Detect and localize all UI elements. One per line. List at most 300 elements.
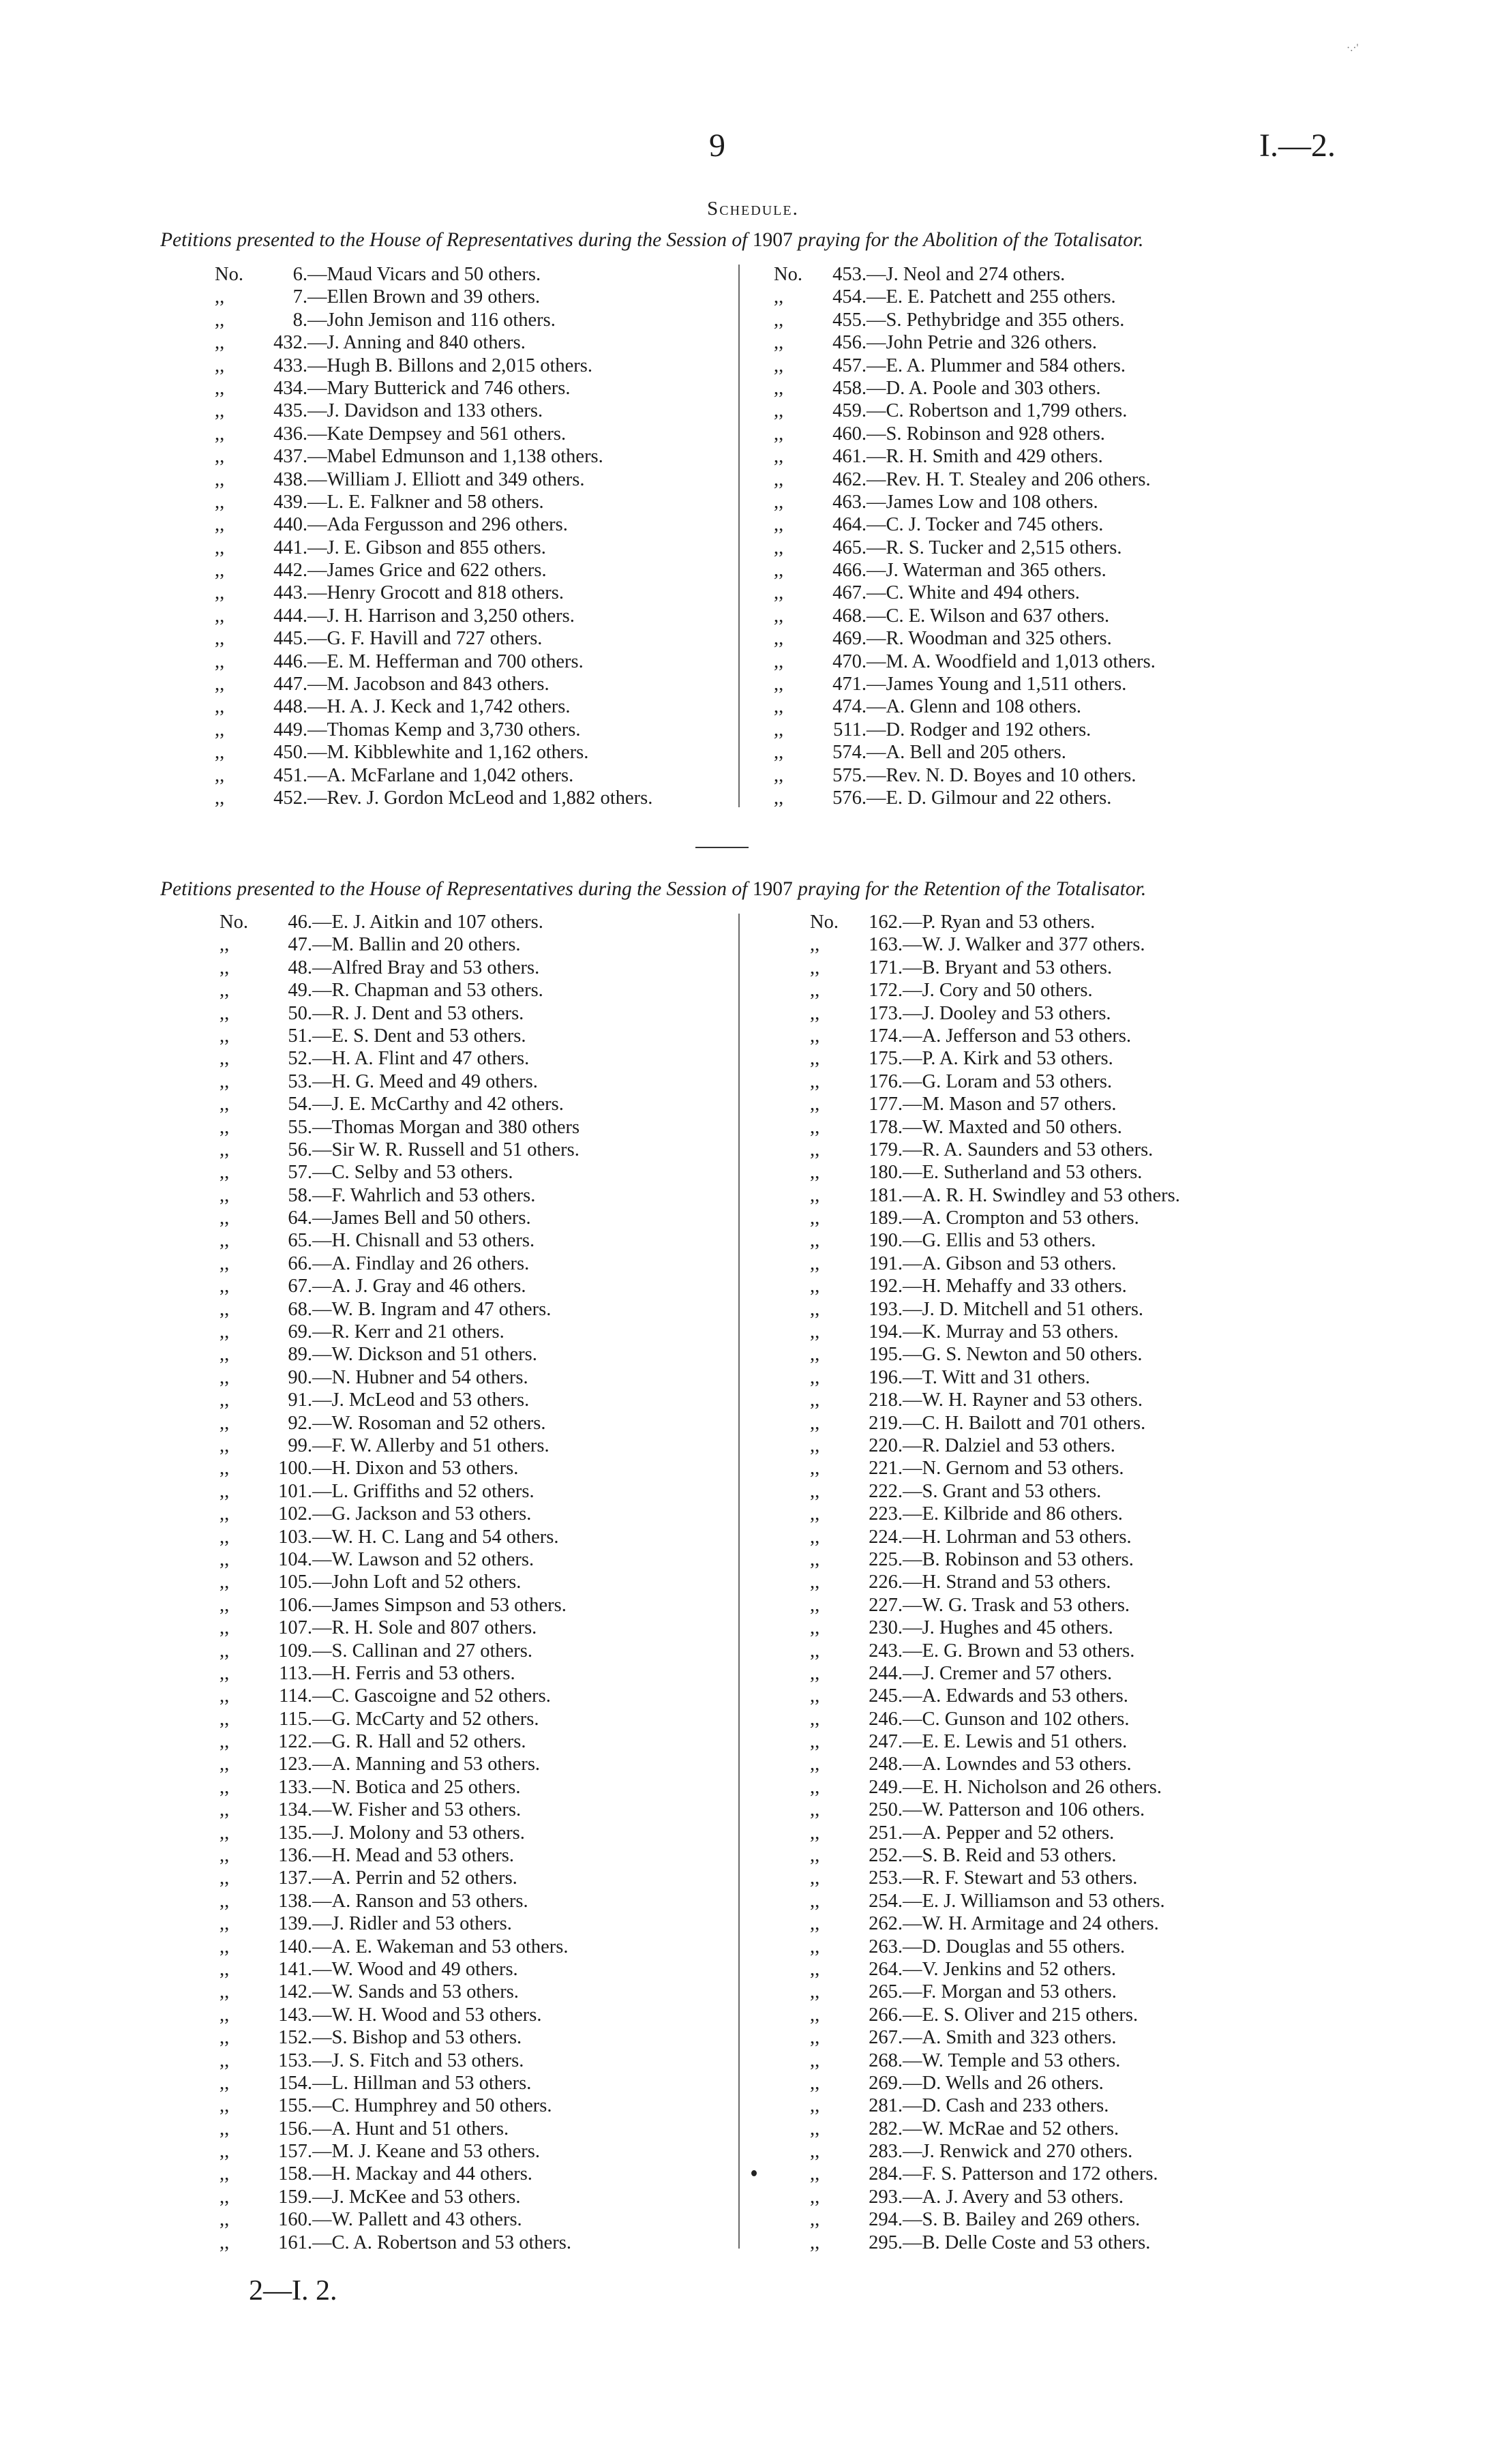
petition-entry xyxy=(215,605,652,627)
petition-number: 442. xyxy=(273,560,307,582)
petitioner-text: —G. R. Hall and 52 others. xyxy=(312,1731,526,1753)
petition-entry xyxy=(215,627,652,650)
petitioner-text: —S. Pethybridge and 355 others. xyxy=(867,309,1125,331)
entry-marker: ,, xyxy=(810,2163,820,2185)
petitioner-text: —E. G. Brown and 53 others. xyxy=(903,1640,1135,1662)
petition-entry xyxy=(810,1753,1180,1775)
petition-number: 269. xyxy=(869,2072,903,2094)
petition-number: 194. xyxy=(869,1321,903,1343)
petition-entry xyxy=(810,1093,1180,1115)
petition-number: 178. xyxy=(869,1116,903,1138)
petitioner-text: —W. Lawson and 52 others. xyxy=(312,1548,534,1570)
entry-marker: ,, xyxy=(215,628,225,650)
petitioner-text: —W. Fisher and 53 others. xyxy=(312,1799,522,1821)
petitioner-text: —H. G. Meed and 49 others. xyxy=(312,1070,538,1092)
petition-entry xyxy=(220,1548,579,1571)
petition-entry xyxy=(220,2004,579,2026)
entry-marker: ,, xyxy=(774,764,784,786)
entry-marker: ,, xyxy=(774,446,784,468)
entry-marker: ,, xyxy=(220,1799,230,1821)
entry-marker: ,, xyxy=(220,1412,230,1434)
petitioner-text: —J. Ridler and 53 others. xyxy=(312,1913,512,1935)
petition-entry xyxy=(810,1867,1180,1889)
petition-entry xyxy=(220,1207,579,1229)
petition-number: 115. xyxy=(279,1708,312,1730)
petition-number: 158. xyxy=(278,2163,312,2185)
entry-marker: ,, xyxy=(774,400,784,422)
petitioner-text: —J. H. Harrison and 3,250 others. xyxy=(307,605,575,627)
petition-entry xyxy=(774,719,1156,741)
petitioner-text: —D. A. Poole and 303 others. xyxy=(867,377,1101,399)
petition-number: 46. xyxy=(288,912,312,933)
petitioner-text: —E. Sutherland and 53 others. xyxy=(903,1162,1143,1184)
petition-entry xyxy=(810,1047,1180,1070)
entry-marker: ,, xyxy=(810,1662,820,1684)
petition-number: 114. xyxy=(279,1685,312,1707)
petitioner-text: —M. J. Keane and 53 others. xyxy=(312,2141,541,2163)
petitioner-text: —W. McRae and 52 others. xyxy=(903,2118,1119,2139)
petition-number: 196. xyxy=(869,1366,903,1388)
petition-entry xyxy=(220,1161,579,1184)
petition-entry xyxy=(215,741,652,764)
petition-entry xyxy=(810,1685,1180,1707)
petitioner-text: —L. E. Falkner and 58 others. xyxy=(307,491,544,513)
petitioner-text: —H. A. J. Keck and 1,742 others. xyxy=(307,696,571,718)
petition-entry xyxy=(220,1594,579,1617)
petition-entry xyxy=(774,377,1156,400)
petition-number: 109. xyxy=(278,1640,312,1662)
petition-number: 248. xyxy=(869,1754,903,1775)
entry-marker: ,, xyxy=(220,1070,230,1092)
entry-marker: ,, xyxy=(215,423,225,445)
petition-entry xyxy=(220,2140,579,2163)
petition-number: 133. xyxy=(278,1776,312,1798)
entry-marker: ,, xyxy=(810,1025,820,1047)
petition-entry xyxy=(220,1275,579,1297)
petitioner-text: —P. Ryan and 53 others. xyxy=(903,912,1096,933)
entry-marker: ,, xyxy=(215,355,225,376)
petitioner-text: —G. Ellis and 53 others. xyxy=(903,1230,1096,1252)
petition-entry xyxy=(810,1890,1180,1912)
entry-marker: ,, xyxy=(810,1799,820,1821)
petition-entry xyxy=(220,1002,579,1025)
entry-marker: ,, xyxy=(220,2095,230,2117)
petition-number: 263. xyxy=(869,1936,903,1957)
petition-entry xyxy=(215,559,652,582)
petition-entry xyxy=(810,1912,1180,1935)
entry-marker: ,, xyxy=(220,1640,230,1662)
petitioner-text: —A. Crompton and 53 others. xyxy=(903,1207,1139,1229)
petition-number: 104. xyxy=(278,1548,312,1570)
petition-number: 162. xyxy=(869,912,903,933)
petition-entry xyxy=(810,1662,1180,1685)
petitioner-text: —James Low and 108 others. xyxy=(867,491,1098,513)
petitioner-text: —E. S. Dent and 53 others. xyxy=(312,1025,526,1047)
entry-marker: ,, xyxy=(220,1230,230,1252)
petitioner-text: —H. Chisnall and 53 others. xyxy=(312,1230,535,1252)
entry-marker: ,, xyxy=(215,286,225,308)
petitioner-text: —C. White and 494 others. xyxy=(867,582,1080,604)
petitioner-text: —J. Neol and 274 others. xyxy=(867,264,1066,285)
petition-entry xyxy=(810,1184,1180,1207)
petition-entry xyxy=(215,673,652,695)
petitioner-text: —C. H. Bailott and 701 others. xyxy=(903,1412,1146,1434)
petition-entry xyxy=(810,1116,1180,1139)
petition-number: 450. xyxy=(273,742,307,764)
petition-number: 434. xyxy=(273,377,307,399)
entry-marker: ,, xyxy=(810,1276,820,1297)
entry-marker: ,, xyxy=(810,1434,820,1456)
petition-entry xyxy=(220,1229,579,1252)
entry-marker: ,, xyxy=(810,957,820,978)
petition-entry xyxy=(220,1412,579,1434)
petitioner-text: —D. Cash and 233 others. xyxy=(903,2095,1109,2117)
entry-marker: ,, xyxy=(810,1116,820,1138)
entry-marker: ,, xyxy=(810,2072,820,2094)
entry-marker: ,, xyxy=(215,696,225,718)
petitioner-text: —J. Hughes and 45 others. xyxy=(903,1617,1113,1639)
petition-number: 250. xyxy=(869,1799,903,1821)
petition-entry xyxy=(810,1298,1180,1321)
petition-number: 247. xyxy=(869,1731,903,1753)
petition-number: 92. xyxy=(288,1412,312,1434)
petition-entry xyxy=(220,1116,579,1139)
petitioner-text: —W. H. Wood and 53 others. xyxy=(312,2004,542,2026)
petition-entry xyxy=(220,1047,579,1070)
entry-marker: ,, xyxy=(220,1162,230,1184)
entry-marker: ,, xyxy=(810,1366,820,1388)
footer-signature: 2—I. 2. xyxy=(249,2275,337,2307)
petitioner-text: —W. Patterson and 106 others. xyxy=(903,1799,1145,1821)
petitioner-text: —James Bell and 50 others. xyxy=(312,1207,531,1229)
entry-marker: ,, xyxy=(220,1116,230,1138)
petition-entry xyxy=(220,911,579,933)
petitioner-text: —J. Anning and 840 others. xyxy=(307,332,526,354)
petition-number: 69. xyxy=(288,1321,312,1343)
petition-number: 220. xyxy=(869,1434,903,1456)
entry-marker: ,, xyxy=(215,491,225,513)
petitioner-text: —D. Douglas and 55 others. xyxy=(903,1936,1126,1957)
petition-number: 181. xyxy=(869,1184,903,1206)
petition-entry xyxy=(774,627,1156,650)
petitioner-text: —Hugh B. Billons and 2,015 others. xyxy=(307,355,592,376)
petition-number: 175. xyxy=(869,1048,903,1070)
petition-entry xyxy=(220,1526,579,1548)
petition-entry xyxy=(220,1025,579,1047)
petition-number: 574. xyxy=(832,742,867,764)
petition-entry xyxy=(220,1890,579,1912)
entry-marker: ,, xyxy=(810,1936,820,1957)
petitioner-text: —C. J. Tocker and 745 others. xyxy=(867,514,1104,536)
entry-marker: ,, xyxy=(810,934,820,956)
entry-marker: ,, xyxy=(215,582,225,604)
petition-entry xyxy=(810,1480,1180,1503)
petition-number: 465. xyxy=(832,537,867,558)
entry-marker: ,, xyxy=(220,1434,230,1456)
petition-entry xyxy=(220,1708,579,1730)
petition-entry xyxy=(220,2163,579,2185)
petitioner-text: —M. A. Woodfield and 1,013 others. xyxy=(867,650,1156,672)
petition-number: 284. xyxy=(869,2163,903,2185)
petition-entry xyxy=(810,979,1180,1002)
petition-number: 135. xyxy=(278,1822,312,1844)
petition-entry xyxy=(215,286,652,308)
petition-number: 99. xyxy=(288,1434,312,1456)
petition-number: 47. xyxy=(288,934,312,956)
petition-number: 172. xyxy=(869,980,903,1002)
petition-entry xyxy=(810,1207,1180,1229)
entry-marker: ,, xyxy=(215,742,225,764)
entry-marker: ,, xyxy=(220,1958,230,1980)
entry-marker: ,, xyxy=(810,1685,820,1707)
petition-number: 432. xyxy=(273,332,307,354)
entry-marker: ,, xyxy=(810,2027,820,2049)
petitioner-text: —F. W. Allerby and 51 others. xyxy=(312,1434,549,1456)
petition-number: 8. xyxy=(292,309,307,331)
entry-marker: ,, xyxy=(220,1731,230,1753)
petitioner-text: —H. Strand and 53 others. xyxy=(903,1572,1111,1593)
petition-entry xyxy=(220,1298,579,1321)
entry-marker: ,, xyxy=(220,1685,230,1707)
petition-entry xyxy=(215,355,652,377)
petition-number: 262. xyxy=(869,1913,903,1935)
entry-marker: ,, xyxy=(220,2027,230,2049)
petition-number: 463. xyxy=(832,491,867,513)
petition-number: 460. xyxy=(832,423,867,445)
petition-entry xyxy=(774,673,1156,695)
petition-entry xyxy=(810,1025,1180,1047)
petition-number: 156. xyxy=(278,2118,312,2139)
petition-number: 89. xyxy=(288,1344,312,1366)
entry-marker: ,, xyxy=(810,1252,820,1274)
entry-marker: ,, xyxy=(220,1708,230,1730)
petition-entry xyxy=(774,491,1156,513)
petitioner-text: —S. Bishop and 53 others. xyxy=(312,2027,522,2049)
petition-entry xyxy=(220,957,579,979)
petition-entry xyxy=(774,309,1156,331)
petition-entry xyxy=(215,423,652,445)
entry-marker: ,, xyxy=(810,1890,820,1912)
petitioner-text: —W. G. Trask and 53 others. xyxy=(903,1594,1130,1616)
entry-marker: ,, xyxy=(220,1207,230,1229)
petition-entry xyxy=(215,719,652,741)
entry-marker: ,, xyxy=(215,446,225,468)
petitioner-text: —A. J. Gray and 46 others. xyxy=(312,1276,526,1297)
entry-marker: ,, xyxy=(810,1548,820,1570)
petition-entry xyxy=(220,2049,579,2072)
petition-number: 435. xyxy=(273,400,307,422)
petitioner-text: —Rev. H. T. Stealey and 206 others. xyxy=(867,468,1151,490)
petition-entry xyxy=(774,355,1156,377)
petitioner-text: —E. M. Hefferman and 700 others. xyxy=(307,650,584,672)
petition-entry xyxy=(220,1321,579,1343)
petition-number: 52. xyxy=(288,1048,312,1070)
petition-number: 123. xyxy=(278,1754,312,1775)
retention-title-tail: praying for the Retention of the Totalisator. xyxy=(792,878,1147,900)
petition-number: 107. xyxy=(278,1617,312,1639)
abolition-title-tail: praying for the Abolition of the Totalisator. xyxy=(792,229,1144,251)
petition-entry xyxy=(774,695,1156,718)
petition-entry xyxy=(810,1139,1180,1161)
petition-entry xyxy=(215,582,652,604)
entry-marker: ,, xyxy=(774,514,784,536)
entry-marker: ,, xyxy=(774,560,784,582)
entry-marker: ,, xyxy=(810,1845,820,1867)
entry-marker: ,, xyxy=(215,309,225,331)
entry-marker: ,, xyxy=(220,1776,230,1798)
entry-marker: ,, xyxy=(810,1708,820,1730)
petition-entry xyxy=(810,1252,1180,1275)
petitioner-text: —W. H. Rayner and 53 others. xyxy=(903,1389,1143,1411)
petition-entry xyxy=(220,1366,579,1389)
petitioner-text: —S. B. Bailey and 269 others. xyxy=(903,2209,1141,2231)
petition-number: 466. xyxy=(832,560,867,582)
entry-marker: ,, xyxy=(215,514,225,536)
petition-entry xyxy=(220,933,579,956)
petition-number: 171. xyxy=(869,957,903,978)
entry-marker: ,, xyxy=(774,719,784,740)
entry-marker: ,, xyxy=(810,1867,820,1889)
margin-specks: ·.·' xyxy=(1346,42,1359,54)
petitioner-text: —A. Gibson and 53 others. xyxy=(903,1252,1117,1274)
petitioner-text: —P. A. Kirk and 53 others. xyxy=(903,1048,1113,1070)
petition-entry xyxy=(810,2232,1180,2254)
entry-marker: ,, xyxy=(810,1002,820,1024)
petitioner-text: —Ellen Brown and 39 others. xyxy=(307,286,541,308)
entry-marker: ,, xyxy=(220,1890,230,1912)
petition-entry xyxy=(215,537,652,559)
petition-number: 192. xyxy=(869,1276,903,1297)
petition-number: 226. xyxy=(869,1572,903,1593)
petition-number: 139. xyxy=(278,1913,312,1935)
petition-entry xyxy=(810,1389,1180,1411)
petition-number: 458. xyxy=(832,377,867,399)
petition-entry xyxy=(810,2186,1180,2208)
petition-entry xyxy=(220,1503,579,1525)
petition-number: 445. xyxy=(273,628,307,650)
petition-number: 253. xyxy=(869,1867,903,1889)
petition-entry xyxy=(810,1343,1180,1366)
petition-entry xyxy=(810,933,1180,956)
entry-marker: ,, xyxy=(810,1822,820,1844)
entry-marker: ,, xyxy=(220,2209,230,2231)
petitioner-text: —W. Maxted and 50 others. xyxy=(903,1116,1122,1138)
entry-marker: ,, xyxy=(215,560,225,582)
petition-entry xyxy=(220,2094,579,2117)
petition-number: 154. xyxy=(278,2072,312,2094)
petition-number: 455. xyxy=(832,309,867,331)
petition-entry xyxy=(220,1753,579,1775)
petitioner-text: —R. F. Stewart and 53 others. xyxy=(903,1867,1138,1889)
entry-marker: ,, xyxy=(810,2004,820,2026)
petition-entry xyxy=(810,1412,1180,1434)
petitioner-text: —R. H. Sole and 807 others. xyxy=(312,1617,537,1639)
petitioner-text: —J. McKee and 53 others. xyxy=(312,2186,521,2208)
petition-number: 295. xyxy=(869,2232,903,2253)
entry-marker: ,, xyxy=(810,1572,820,1593)
petitioner-text: —W. J. Walker and 377 others. xyxy=(903,934,1145,956)
petition-number: 441. xyxy=(273,537,307,558)
petition-entry xyxy=(215,263,652,286)
petitioner-text: —A. Ranson and 53 others. xyxy=(312,1890,528,1912)
petition-number: 100. xyxy=(278,1458,312,1479)
petitioner-text: —M. Jacobson and 843 others. xyxy=(307,674,549,695)
petition-entry xyxy=(810,2118,1180,2140)
petitioner-text: —A. Manning and 53 others. xyxy=(312,1754,541,1775)
entry-marker: ,, xyxy=(220,1252,230,1274)
retention-list-left xyxy=(220,911,579,2254)
petition-number: 141. xyxy=(278,1958,312,1980)
entry-marker: ,, xyxy=(220,2232,230,2253)
abolition-list-left xyxy=(215,263,652,809)
petition-number: 252. xyxy=(869,1845,903,1867)
petition-number: 436. xyxy=(273,423,307,445)
petition-number: 459. xyxy=(832,400,867,422)
petition-number: 105. xyxy=(278,1572,312,1593)
petitioner-text: —W. Rosoman and 52 others. xyxy=(312,1412,546,1434)
petitioner-text: —J. Dooley and 53 others. xyxy=(903,1002,1111,1024)
entry-marker: ,, xyxy=(810,2141,820,2163)
entry-marker: ,, xyxy=(220,1298,230,1320)
petition-entry xyxy=(810,1617,1180,1639)
petitioner-text: —R. Woodman and 325 others. xyxy=(867,628,1112,650)
petitioner-text: —E. J. Williamson and 53 others. xyxy=(903,1890,1165,1912)
petition-entry xyxy=(810,1594,1180,1617)
petitioner-text: —W. H. Armitage and 24 others. xyxy=(903,1913,1159,1935)
petitioner-text: —R. Kerr and 21 others. xyxy=(312,1321,504,1343)
petition-entry xyxy=(774,445,1156,468)
petition-entry xyxy=(810,1844,1180,1867)
entry-marker: ,, xyxy=(220,1936,230,1957)
petitioner-text: —E. H. Nicholson and 26 others. xyxy=(903,1776,1162,1798)
petitioner-text: —J. Waterman and 365 others. xyxy=(867,560,1106,582)
petition-number: 174. xyxy=(869,1025,903,1047)
petitioner-text: —E. J. Aitkin and 107 others. xyxy=(312,912,543,933)
petition-number: 193. xyxy=(869,1298,903,1320)
petitioner-text: —Mary Butterick and 746 others. xyxy=(307,377,571,399)
petition-number: 225. xyxy=(869,1548,903,1570)
schedule-heading: Schedule. xyxy=(707,198,799,220)
petitioner-text: —S. B. Reid and 53 others. xyxy=(903,1845,1117,1867)
petition-number: 265. xyxy=(869,1981,903,2003)
petitioner-text: —James Simpson and 53 others. xyxy=(312,1594,567,1616)
petition-number: 155. xyxy=(278,2095,312,2117)
petitioner-text: —W. Temple and 53 others. xyxy=(903,2049,1121,2071)
petitioner-text: —C. Humphrey and 50 others. xyxy=(312,2095,552,2117)
petitioner-text: —W. Dickson and 51 others. xyxy=(312,1344,537,1366)
petitioner-text: —James Young and 1,511 others. xyxy=(867,674,1127,695)
entry-marker: ,, xyxy=(220,1321,230,1343)
petition-number: 134. xyxy=(278,1799,312,1821)
entry-marker: ,, xyxy=(810,2232,820,2253)
petitioner-text: —Henry Grocott and 818 others. xyxy=(307,582,564,604)
petitioner-text: —R. H. Smith and 429 others. xyxy=(867,446,1103,468)
petition-entry xyxy=(810,1070,1180,1093)
petition-entry xyxy=(810,1366,1180,1389)
petition-entry xyxy=(220,1343,579,1366)
petition-entry xyxy=(220,2186,579,2208)
entry-marker: ,, xyxy=(220,1184,230,1206)
petition-number: 48. xyxy=(288,957,312,978)
petitioner-text: —S. Callinan and 27 others. xyxy=(312,1640,532,1662)
petitioner-text: —N. Hubner and 54 others. xyxy=(312,1366,528,1388)
petition-entry xyxy=(810,1321,1180,1343)
entry-marker: ,, xyxy=(810,1344,820,1366)
petition-number: 448. xyxy=(273,696,307,718)
entry-marker: ,, xyxy=(810,1526,820,1548)
petitioner-text: —R. J. Dent and 53 others. xyxy=(312,1002,524,1024)
petition-number: 49. xyxy=(288,980,312,1002)
